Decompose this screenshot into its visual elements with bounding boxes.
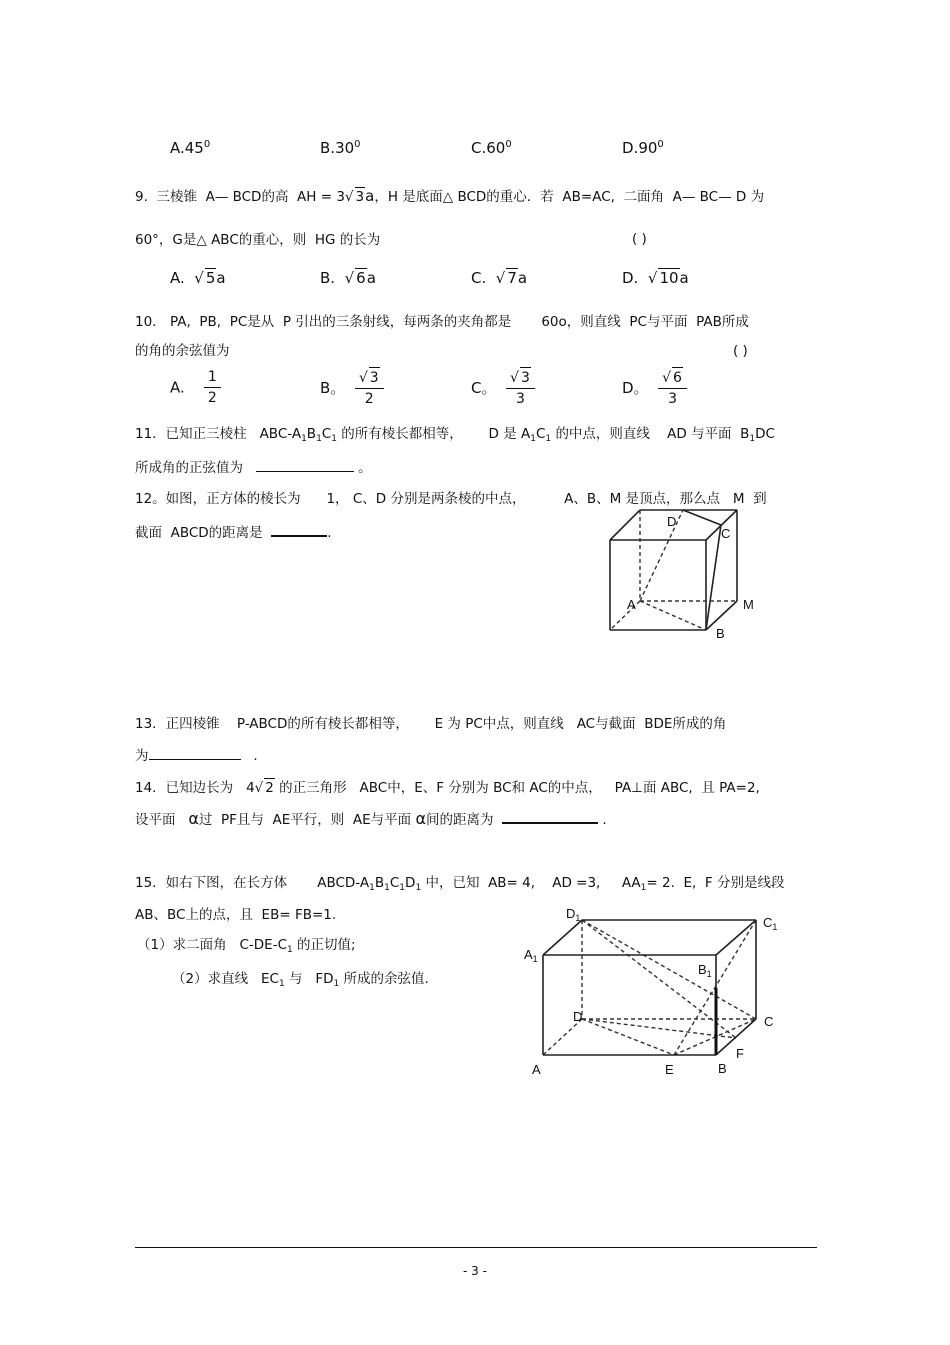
q13-line2: 为 . (135, 745, 258, 765)
q12-label-a: A (627, 597, 636, 612)
q15-label-b1: $B_1$ (698, 962, 712, 979)
q15-part1: （1）求二面角 $C-DE-C_1$ 的正切值; (137, 937, 356, 955)
q9-option-b: B. √ 6a (320, 269, 376, 287)
q14-line2: 设平面 α过 PF且与 AE平行，则 AE与平面 α间的距离为 . (135, 809, 607, 828)
q15-label-c: C (764, 1014, 774, 1029)
q12-line2: 截面 ABCD的距离是 . (135, 521, 332, 542)
q12-label-c: C (721, 526, 731, 541)
q9-option-c: C. √ 7a (471, 269, 528, 287)
q10-line1: 10． PA, PB, PC是从 P 引出的三条射线，每两条的夹角都是 60o，则直线 PC与平面 PAB所成 (135, 314, 749, 330)
q14-line1: 14．已知边长为 4√ 2 的正三角形 ABC中，E、F 分别为 BC和 AC的中点， PA⊥面 ABC, 且 PA=2, (135, 780, 760, 796)
q15-line1: 15．如右下图，在长方体 ABCD-$A_1B_1C_1D_1$ 中，已知 AB= 4, AD =3, $AA_1= 2$. E, F 分别是线段 (135, 875, 785, 893)
q12-line1: 12。如图，正方体的棱长为 1， C、D 分别是两条棱的中点， A、B、M 是顶点，那么点 M 到 (135, 491, 767, 507)
q9-option-d: D. √ 10a (622, 269, 689, 287)
q9-line1: 9. 三棱锥 A— BCD的高 AH = 3√ 3a，H 是底面△ BCD的重心．若 AB=AC, 二面角 A— BC— D 为 (135, 187, 765, 205)
q15-label-f: F (736, 1046, 744, 1061)
footer-rule (135, 1247, 817, 1248)
q15-label-c1: $C_1$ (763, 915, 778, 932)
q12-label-d: D (667, 514, 677, 529)
q8-option-b: $B.30^0$ (320, 139, 361, 157)
q15-label-b: B (718, 1061, 727, 1076)
q15-label-d: D (573, 1009, 583, 1024)
q9-option-a: A. √ 5a (170, 269, 226, 287)
q10-option-a: A. $\frac{1}{2}$ (170, 367, 221, 408)
q15-label-e: E (665, 1062, 674, 1077)
q8-option-a: $A.45^0$ (170, 139, 211, 157)
q12-label-b: B (716, 626, 725, 641)
q11-line1: 11．已知正三棱柱 ABC-$A_1B_1C_1$ 的所有棱长都相等， D 是 $A_1C_1$ 的中点，则直线 AD 与平面 $B_1DC$ (135, 426, 775, 444)
q15-part2: （2）求直线 $EC_1$ 与 $FD_1$ 所成的余弦值. (172, 971, 429, 989)
q10-option-c: C。 $\frac{√ 3}{3}$ (471, 367, 535, 409)
q15-line2: AB、BC上的点，且 EB= FB=1. (135, 907, 337, 923)
q12-label-m: M (743, 597, 754, 612)
q15-label-d1: $D_1$ (566, 906, 581, 923)
q10-line2: 的角的余弦值为 (135, 343, 230, 359)
q9-line2: 60°，G是△ ABC的重心，则 HG 的长为 (135, 232, 381, 248)
q15-label-a1: $A_1$ (524, 947, 538, 964)
q10-option-d: D。 $\frac{√ 6}{3}$ (622, 367, 687, 409)
q8-option-d: $D.90^0$ (622, 139, 664, 157)
q10-answer-paren: ( ) (733, 343, 748, 359)
q8-option-c: $C.60^0$ (471, 139, 512, 157)
page-number: - 3 - (463, 1264, 487, 1278)
q13-line1: 13．正四棱锥 P-ABCD的所有棱长都相等， E 为 PC中点，则直线 AC与截面 BDE所成的角 (135, 716, 727, 732)
q11-line2: 所成角的正弦值为 。 (135, 457, 372, 477)
q15-label-a: A (532, 1062, 541, 1077)
q10-option-b: B。 $\frac{√ 3}{2}$ (320, 367, 384, 409)
q9-answer-paren: ( ) (632, 231, 647, 247)
